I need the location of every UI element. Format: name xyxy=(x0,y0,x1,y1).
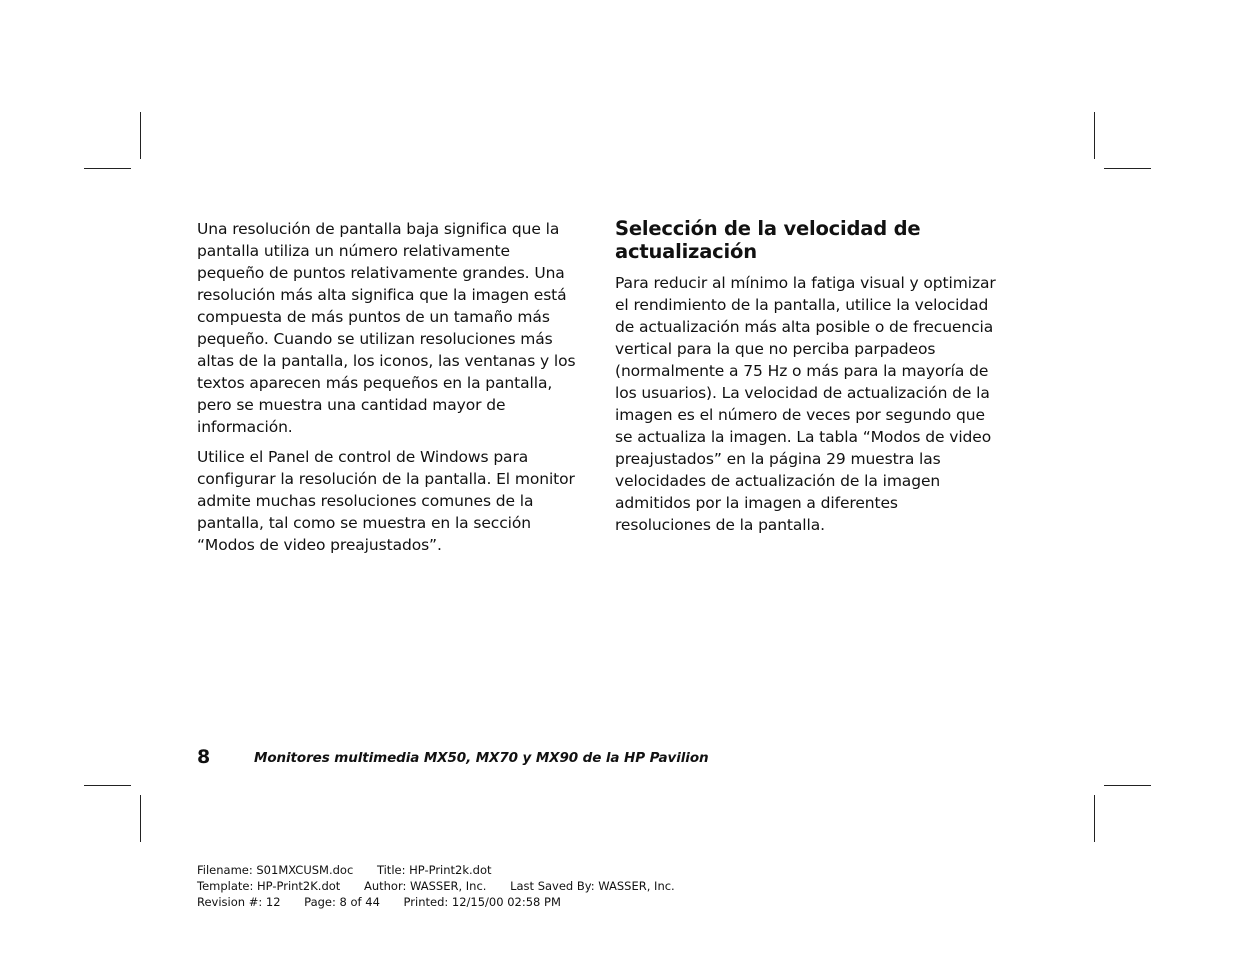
crop-mark-top-left-vertical xyxy=(140,112,141,159)
doc-title-text: Title: HP-Print2k.dot xyxy=(376,863,492,877)
file-info-block xyxy=(197,862,675,910)
crop-mark-top-right-horizontal xyxy=(1104,168,1151,169)
paragraph-resolution-explanation: Una resolución de pantalla baja significa que la pantalla utiliza un número relativamente pequeño de puntos relativamente grandes. Una resolución más alta significa que la imagen está compuesta de más puntos de un tamaño más pequeño. Cuando se utilizan resoluciones más altas de la pantalla, los iconos, las ventanas y los textos aparecen más pequeños en la pantalla, pero se muestra una cantidad mayor de información. xyxy=(197,220,576,436)
left-column xyxy=(197,218,579,564)
crop-mark-bottom-right-horizontal xyxy=(1104,785,1151,786)
paragraph-refresh-rate: Para reducir al mínimo la fatiga visual y optimizar el rendimiento de la pantalla, utilice la velocidad de actualización más alta posible o de frecuencia vertical para la que no perciba parpadeos (normalmente a 75 Hz o más para la mayoría de los usuarios). La velocidad de actualización de la imagen es el número de veces por segundo que se actualiza la imagen. La tabla “Modos de video preajustados” en la página 29 muestra las velocidades de actualización de la imagen admitidos por la imagen a diferentes resoluciones de la pantalla. xyxy=(615,274,996,534)
filename-text: Filename: S01MXCUSM.doc xyxy=(197,863,354,877)
section-heading: Selección de la velocidad de actualización xyxy=(615,217,921,263)
author-text: Author: WASSER, Inc. xyxy=(363,879,487,893)
page-count-text: Page: 8 of 44 xyxy=(304,895,380,909)
running-footer-title: Monitores multimedia MX50, MX70 y MX90 de la HP Pavilion xyxy=(254,750,709,766)
file-info-line-3 xyxy=(197,894,675,910)
crop-mark-bottom-left-horizontal xyxy=(84,785,131,786)
printed-date-text: Printed: 12/15/00 02:58 PM xyxy=(403,895,561,909)
right-column xyxy=(615,217,997,544)
file-info-line-1 xyxy=(197,862,675,878)
crop-mark-top-right-vertical xyxy=(1094,112,1095,159)
page-number: 8 xyxy=(197,746,211,768)
crop-mark-bottom-right-vertical xyxy=(1094,795,1095,842)
paragraph-windows-control-panel: Utilice el Panel de control de Windows para configurar la resolución de la pantalla. El monitor admite muchas resoluciones comunes de la pantalla, tal como se muestra en la sección “Modos de video preajustados”. xyxy=(197,448,575,554)
file-info-line-2 xyxy=(197,878,675,894)
revision-text: Revision #: 12 xyxy=(197,895,281,909)
crop-mark-bottom-left-vertical xyxy=(140,795,141,842)
crop-mark-top-left-horizontal xyxy=(84,168,131,169)
last-saved-by-text: Last Saved By: WASSER, Inc. xyxy=(510,879,675,893)
template-text: Template: HP-Print2K.dot xyxy=(197,879,341,893)
